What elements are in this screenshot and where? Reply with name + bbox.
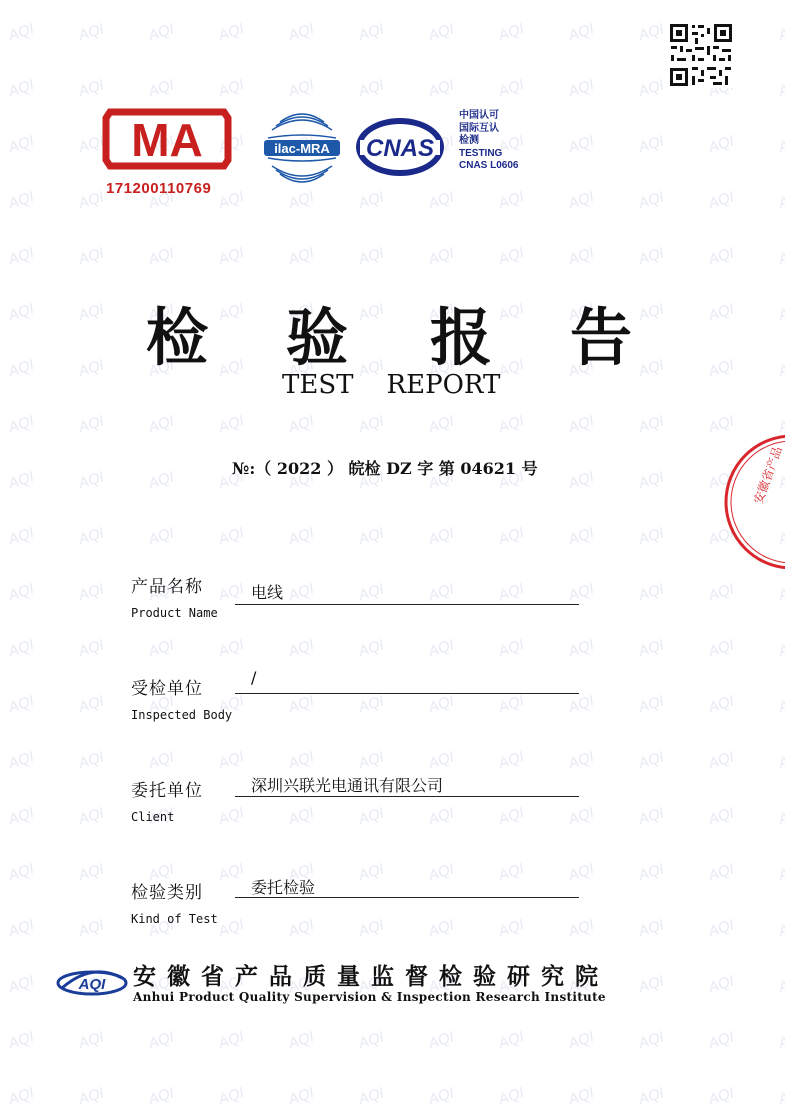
report-number: №:（ 2022 ） 皖检 DZ 字 第 04621 号 bbox=[232, 459, 538, 478]
institute-name-en: Anhui Product Quality Supervision & Inspection Research Institute bbox=[133, 990, 606, 1004]
report-title-chinese bbox=[146, 288, 636, 374]
field-kind-of-test bbox=[131, 878, 591, 938]
cnas-line: 国际互认 bbox=[459, 122, 499, 134]
field-label-en: Kind of Test bbox=[131, 912, 218, 926]
field-value: 电线 bbox=[251, 583, 284, 602]
cnas-logo-icon bbox=[354, 116, 446, 178]
field-label-cn: 产品名称 bbox=[131, 577, 203, 597]
institute-name-cn: 安徽省产品质量监督检验研究院 bbox=[133, 964, 609, 990]
underline bbox=[235, 693, 579, 694]
title-char: 告 bbox=[570, 301, 633, 374]
svg-text:AQI: AQI bbox=[78, 976, 106, 993]
field-label-cn: 受检单位 bbox=[131, 679, 203, 699]
field-value: 深圳兴联光电通讯有限公司 bbox=[251, 776, 444, 795]
cma-certificate-number: 171200110769 bbox=[106, 180, 212, 197]
underline bbox=[235, 897, 579, 898]
field-label-en: Product Name bbox=[131, 606, 218, 620]
svg-text:ilac-MRA: ilac-MRA bbox=[274, 141, 330, 156]
cnas-line: 检测 bbox=[459, 135, 479, 146]
field-inspected-body bbox=[131, 668, 591, 734]
qr-code-icon[interactable] bbox=[668, 22, 734, 88]
field-label-cn: 检验类别 bbox=[131, 883, 203, 903]
official-seal-icon bbox=[712, 432, 785, 572]
svg-text:CNAS: CNAS bbox=[365, 135, 435, 162]
underline bbox=[235, 604, 579, 605]
cnas-line: TESTING bbox=[459, 147, 503, 159]
field-client bbox=[131, 776, 591, 836]
ilac-mra-logo-icon bbox=[262, 108, 342, 188]
field-label-cn: 委托单位 bbox=[131, 781, 203, 801]
aqi-logo-icon bbox=[56, 968, 128, 998]
field-value: 委托检验 bbox=[251, 878, 316, 897]
title-char: 报 bbox=[430, 301, 493, 374]
title-char: 检 bbox=[146, 301, 209, 374]
title-char: 验 bbox=[286, 301, 349, 374]
cma-logo-icon bbox=[100, 104, 234, 174]
field-label-en: Inspected Body bbox=[131, 708, 233, 722]
field-product-name bbox=[131, 572, 591, 632]
svg-text:MA: MA bbox=[131, 114, 203, 166]
cnas-accreditation-text bbox=[459, 110, 518, 173]
field-label-en: Client bbox=[131, 810, 175, 824]
cnas-line: 中国认可 bbox=[459, 110, 499, 121]
cnas-line: CNAS L0606 bbox=[459, 160, 519, 171]
field-value: / bbox=[251, 668, 257, 687]
report-title-english: TEST REPORT bbox=[282, 370, 501, 400]
svg-text:安徽省产品: 安徽省产品 bbox=[751, 444, 785, 506]
underline bbox=[235, 796, 579, 797]
